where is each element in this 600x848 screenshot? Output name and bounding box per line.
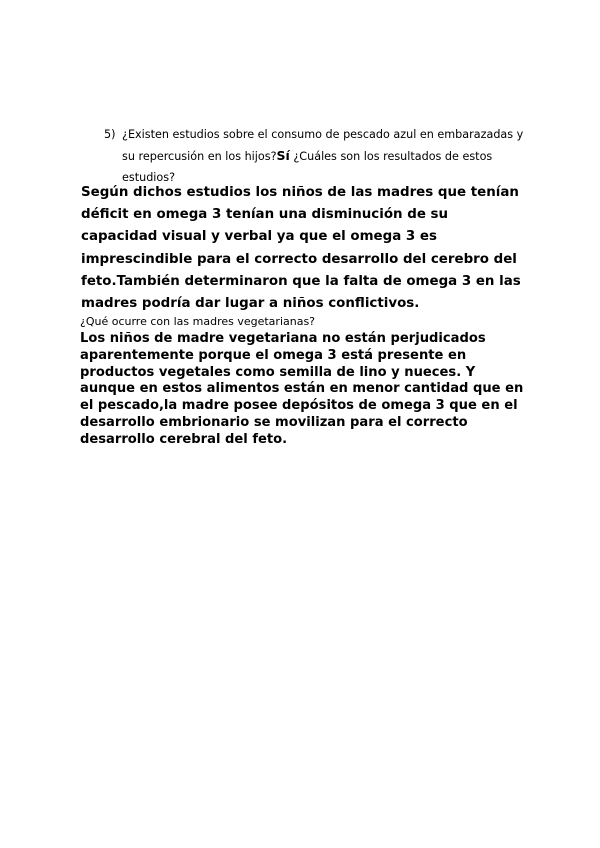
question-followup: ¿Cuáles son los resultados de estos estudios?: [122, 150, 493, 184]
question-body: [122, 124, 524, 188]
question-5: [104, 124, 524, 188]
answer-paragraph-studies: Según dichos estudios los niños de las madres que tenían déficit en omega 3 tenían una disminución de su capacidad visual y verbal ya que el omega 3 es imprescindible para el correcto desarrollo del cerebro del feto.También determinaron que la falta de omega 3 en las madres podría dar lugar a niños conflictivos.: [81, 185, 521, 312]
question-number: 5): [104, 128, 116, 141]
question-text: ¿Existen estudios sobre el consumo de pescado azul en embarazadas y su repercusión en los hijos?: [122, 128, 524, 163]
answer-paragraph-vegetarian: Los niños de madre vegetariana no están perjudicados aparentemente porque el omega 3 está presente en productos vegetales como semilla de lino y nueces. Y aunque en estos alimentos están en menor cantidad que en el pescado,la madre posee depósitos de omega 3 que en el desarrollo embrionario se movilizan para el correcto desarrollo cerebral del feto.: [80, 331, 524, 447]
question-vegetarian-mothers: ¿Qué ocurre con las madres vegetarianas?: [80, 315, 316, 328]
question-inline-answer: Sí: [276, 148, 290, 163]
